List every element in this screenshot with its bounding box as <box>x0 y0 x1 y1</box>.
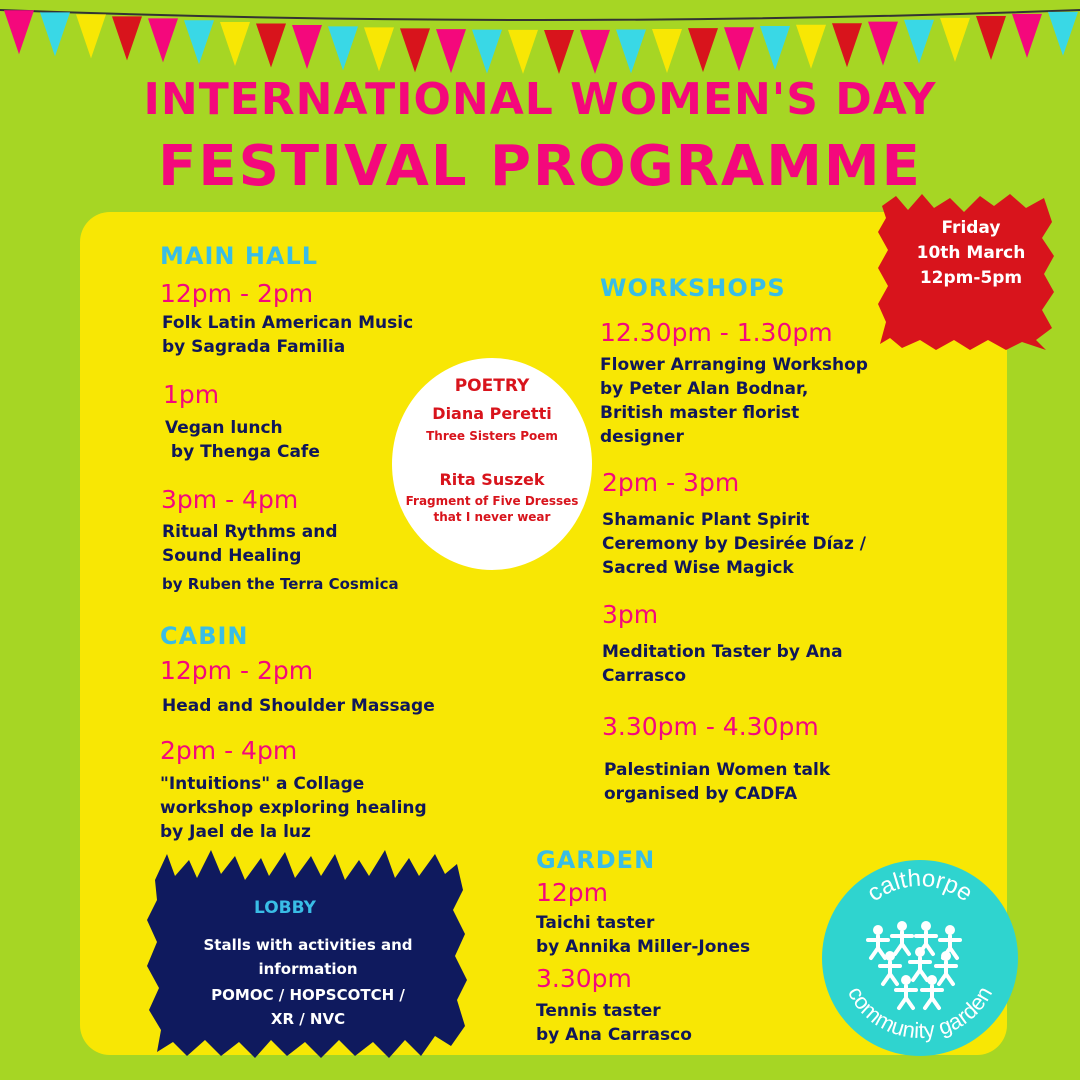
main-hall-event-1: Folk Latin American Music by Sagrada Familia <box>162 313 414 357</box>
cabin-event-2: "Intuitions" a Collage workshop exploring healing by Jael de la luz <box>160 774 427 842</box>
bunting-flag <box>544 30 574 74</box>
bunting-flag <box>148 18 178 62</box>
workshops-time-2: 2pm - 3pm <box>602 468 740 497</box>
poetry-poet-2: Rita Suszek <box>439 470 545 489</box>
main-hall-event-3-extra: by Ruben the Terra Cosmica <box>162 575 399 593</box>
bunting-flag <box>4 10 34 54</box>
main-hall-time-2: 1pm <box>163 380 220 409</box>
cabin-time-1: 12pm - 2pm <box>160 656 314 685</box>
cabin-event-1: Head and Shoulder Massage <box>162 696 435 716</box>
poetry-work-2: Fragment of Five Dresses that I never wear <box>405 494 579 524</box>
calthorpe-logo <box>820 858 1020 1058</box>
bunting-flag <box>760 26 790 70</box>
workshops-time-1: 12.30pm - 1.30pm <box>600 318 833 347</box>
bunting-flag <box>1048 12 1078 56</box>
bunting-flag <box>40 12 70 56</box>
bunting-flag <box>76 14 106 58</box>
workshops-heading: WORKSHOPS <box>600 274 786 302</box>
bunting-flag <box>580 30 610 74</box>
logo-bottom-text: community garden <box>842 982 998 1044</box>
bunting-flag <box>400 28 430 72</box>
bunting-flag <box>472 30 502 74</box>
bunting-flag <box>364 27 394 71</box>
main-hall-heading: MAIN HALL <box>160 242 319 270</box>
date-text: Friday 10th March 12pm-5pm <box>916 218 1026 288</box>
bunting-flag <box>292 25 322 69</box>
bunting-flag <box>796 25 826 69</box>
main-hall-event-2: Vegan lunch by Thenga Cafe <box>165 418 320 462</box>
garden-event-2: Tennis taster by Ana Carrasco <box>536 1001 692 1045</box>
bunting-flag <box>688 28 718 72</box>
workshops-event-3: Meditation Taster by Ana Carrasco <box>602 642 843 686</box>
logo-top-text: calthorpe <box>862 864 978 908</box>
main-hall-time-1: 12pm - 2pm <box>160 279 314 308</box>
garden-heading: GARDEN <box>536 846 656 874</box>
workshops-time-4: 3.30pm - 4.30pm <box>602 712 819 741</box>
lobby-orgs: POMOC / HOPSCOTCH / XR / NVC <box>211 986 405 1028</box>
main-hall-time-3: 3pm - 4pm <box>161 485 299 514</box>
bunting-flag <box>328 26 358 70</box>
bunting-flag <box>436 29 466 73</box>
bunting-flag <box>256 24 286 68</box>
bunting-flag <box>868 22 898 66</box>
lobby-heading: LOBBY <box>254 898 316 918</box>
cabin-time-2: 2pm - 4pm <box>160 736 298 765</box>
bunting-flag <box>184 20 214 64</box>
bunting-flag <box>940 18 970 62</box>
title-line-1: INTERNATIONAL WOMEN'S DAY <box>143 74 937 125</box>
bunting-flag <box>112 16 142 60</box>
garden-time-1: 12pm <box>536 878 609 907</box>
poetry-heading: POETRY <box>454 376 530 396</box>
workshops-event-1: Flower Arranging Workshop by Peter Alan Bodnar, British master florist designer <box>600 355 868 447</box>
bunting-flag <box>724 27 754 71</box>
bunting-flag <box>1012 14 1042 58</box>
main-hall-event-3: Ritual Rythms and Sound Healing <box>162 522 338 566</box>
bunting-flag <box>904 20 934 64</box>
workshops-time-3: 3pm <box>602 600 659 629</box>
workshops-event-4: Palestinian Women talk organised by CADFA <box>604 760 831 804</box>
bunting-flag <box>976 16 1006 60</box>
poetry-poet-1: Diana Peretti <box>432 404 552 423</box>
cabin-heading: CABIN <box>160 622 249 650</box>
bunting-flag <box>652 29 682 73</box>
bunting-flag <box>508 30 538 74</box>
bunting-flag <box>832 23 862 67</box>
lobby-description: Stalls with activities and information <box>203 936 413 978</box>
bunting-flag <box>220 22 250 66</box>
poetry-work-1: Three Sisters Poem <box>426 429 558 443</box>
garden-time-2: 3.30pm <box>536 964 632 993</box>
title-line-2: FESTIVAL PROGRAMME <box>158 134 922 199</box>
workshops-event-2: Shamanic Plant Spirit Ceremony by Desirée Díaz / Sacred Wise Magick <box>602 510 866 578</box>
bunting-flag <box>616 30 646 74</box>
garden-event-1: Taichi taster by Annika Miller-Jones <box>536 913 751 957</box>
